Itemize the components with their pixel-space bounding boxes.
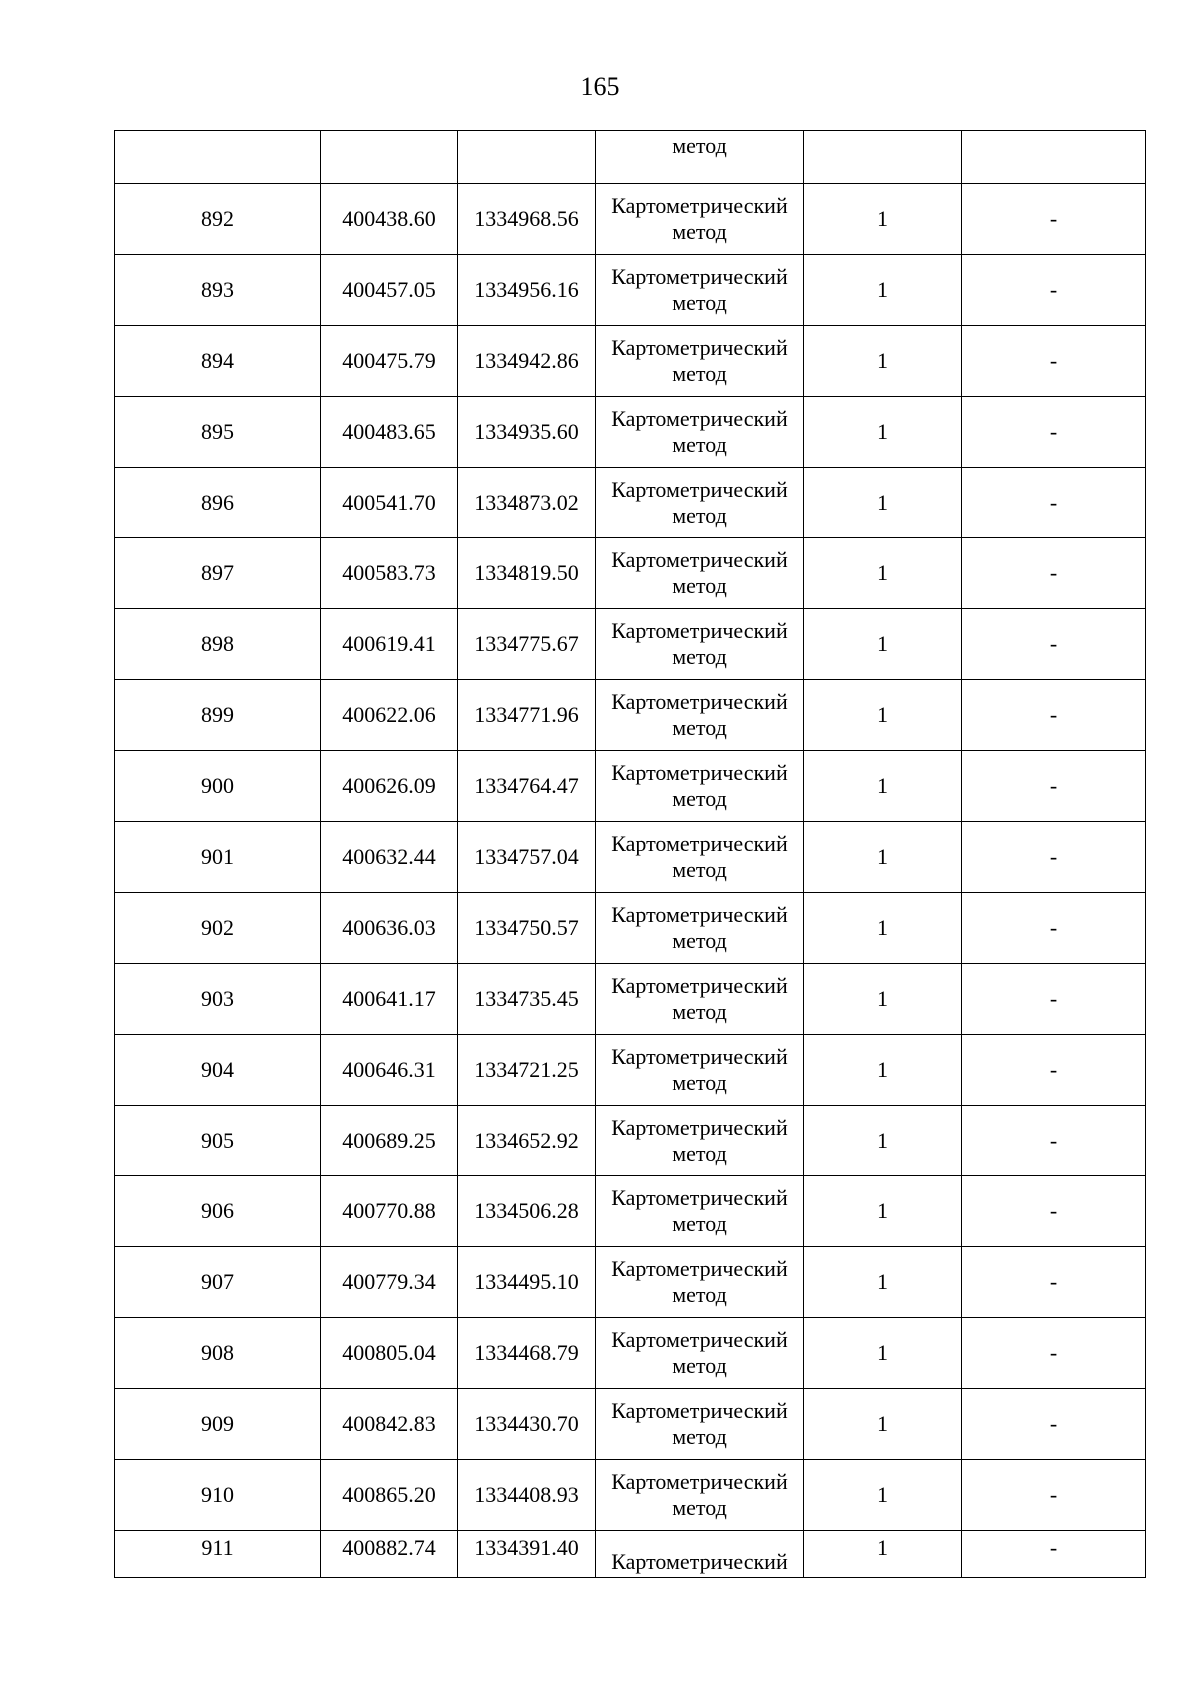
table-row: [115, 396, 1146, 467]
cell-method: [596, 1460, 804, 1531]
table-row: [115, 822, 1146, 893]
method-line-2: метод: [672, 1424, 727, 1450]
cell-method: [596, 184, 804, 255]
cell-accuracy: [804, 131, 962, 184]
method-line-1: Картометрический: [611, 618, 788, 644]
cell-y: 1334764.47: [458, 751, 596, 822]
method-line-1: Картометрический: [611, 1468, 788, 1494]
method-line-2: метод: [672, 1282, 727, 1308]
cell-y: 1334430.70: [458, 1389, 596, 1460]
cell-method: [596, 963, 804, 1034]
method-line-1: Картометрический: [611, 1548, 788, 1574]
cell-point: 901: [115, 822, 321, 893]
table-row: [115, 1318, 1146, 1389]
method-line-1: Картометрический: [611, 1327, 788, 1353]
cell-y: 1334968.56: [458, 184, 596, 255]
cell-point: 896: [115, 467, 321, 538]
cell-accuracy: 1: [804, 963, 962, 1034]
cell-x: 400457.05: [321, 254, 458, 325]
method-line-2: метод: [672, 856, 727, 882]
cell-x: 400865.20: [321, 1460, 458, 1531]
cell-method: [596, 538, 804, 609]
cell-y: 1334735.45: [458, 963, 596, 1034]
method-line-1: Картометрический: [611, 1114, 788, 1140]
cell-y: 1334495.10: [458, 1247, 596, 1318]
cell-note: -: [962, 1247, 1146, 1318]
table-row: [115, 680, 1146, 751]
cell-x: 400842.83: [321, 1389, 458, 1460]
cell-note: -: [962, 1460, 1146, 1531]
cell-method: [596, 822, 804, 893]
cell-x: 400646.31: [321, 1034, 458, 1105]
cell-x: 400882.74: [321, 1530, 458, 1577]
table-row: [115, 184, 1146, 255]
cell-accuracy: 1: [804, 1389, 962, 1460]
table-row: [115, 538, 1146, 609]
cell-note: -: [962, 822, 1146, 893]
coordinates-table: [114, 130, 1146, 1578]
cell-x: 400438.60: [321, 184, 458, 255]
method-line-2: метод: [672, 998, 727, 1024]
cell-x: 400622.06: [321, 680, 458, 751]
cell-point: 908: [115, 1318, 321, 1389]
table-row: [115, 1176, 1146, 1247]
cell-point: 897: [115, 538, 321, 609]
cell-accuracy: 1: [804, 680, 962, 751]
cell-x: 400583.73: [321, 538, 458, 609]
cell-y: 1334408.93: [458, 1460, 596, 1531]
cell-accuracy: 1: [804, 609, 962, 680]
cell-accuracy: 1: [804, 1460, 962, 1531]
page-number: 165: [580, 72, 620, 101]
method-line-1: Картометрический: [611, 830, 788, 856]
method-line-1: Картометрический: [611, 1043, 788, 1069]
table-row: [115, 963, 1146, 1034]
cell-x: 400689.25: [321, 1105, 458, 1176]
cell-note: -: [962, 254, 1146, 325]
cell-note: -: [962, 1176, 1146, 1247]
cell-point: 893: [115, 254, 321, 325]
cell-note: -: [962, 609, 1146, 680]
cell-x: 400626.09: [321, 751, 458, 822]
cell-method: метод: [596, 131, 804, 184]
cell-x: 400779.34: [321, 1247, 458, 1318]
cell-note: -: [962, 1105, 1146, 1176]
cell-point: 898: [115, 609, 321, 680]
cell-point: 909: [115, 1389, 321, 1460]
table-row: [115, 254, 1146, 325]
method-line-2: метод: [672, 644, 727, 670]
method-line-2: метод: [672, 1069, 727, 1095]
cell-method: [596, 1530, 804, 1577]
cell-point: 892: [115, 184, 321, 255]
cell-y: 1334771.96: [458, 680, 596, 751]
cell-point: [115, 131, 321, 184]
cell-accuracy: 1: [804, 1530, 962, 1577]
method-line-2: метод: [672, 1494, 727, 1520]
table-row: [115, 1105, 1146, 1176]
cell-note: -: [962, 1034, 1146, 1105]
method-line-2: метод: [672, 1140, 727, 1166]
cell-x: 400619.41: [321, 609, 458, 680]
cell-y: 1334873.02: [458, 467, 596, 538]
cell-point: 910: [115, 1460, 321, 1531]
cell-note: -: [962, 396, 1146, 467]
cell-method: [596, 1247, 804, 1318]
cell-note: -: [962, 1318, 1146, 1389]
table-row: [115, 751, 1146, 822]
cell-y: 1334757.04: [458, 822, 596, 893]
cell-point: 902: [115, 892, 321, 963]
cell-method: [596, 609, 804, 680]
method-line-2: метод: [672, 927, 727, 953]
cell-note: -: [962, 963, 1146, 1034]
cell-note: -: [962, 325, 1146, 396]
cell-y: 1334750.57: [458, 892, 596, 963]
cell-y: 1334506.28: [458, 1176, 596, 1247]
cell-y: 1334652.92: [458, 1105, 596, 1176]
cell-accuracy: 1: [804, 396, 962, 467]
cell-point: 911: [115, 1530, 321, 1577]
method-line-1: Картометрический: [611, 1185, 788, 1211]
cell-note: [962, 131, 1146, 184]
cell-accuracy: 1: [804, 822, 962, 893]
cell-point: 906: [115, 1176, 321, 1247]
method-line-1: Картометрический: [611, 192, 788, 218]
table-body: [115, 131, 1146, 1578]
cell-point: 899: [115, 680, 321, 751]
cell-point: 894: [115, 325, 321, 396]
cell-y: 1334942.86: [458, 325, 596, 396]
cell-y: 1334935.60: [458, 396, 596, 467]
cell-y: 1334721.25: [458, 1034, 596, 1105]
cell-accuracy: 1: [804, 325, 962, 396]
method-line-1: Картометрический: [611, 476, 788, 502]
cell-method: [596, 1105, 804, 1176]
method-line-2: метод: [672, 786, 727, 812]
method-line-1: Картометрический: [611, 760, 788, 786]
cell-note: -: [962, 467, 1146, 538]
table-row: [115, 1247, 1146, 1318]
cell-note: -: [962, 892, 1146, 963]
cell-x: 400641.17: [321, 963, 458, 1034]
cell-method: [596, 467, 804, 538]
table-row: [115, 1460, 1146, 1531]
method-line-1: Картометрический: [611, 263, 788, 289]
cell-x: 400632.44: [321, 822, 458, 893]
cell-method: [596, 325, 804, 396]
cell-method: [596, 892, 804, 963]
cell-point: 903: [115, 963, 321, 1034]
cell-method: [596, 751, 804, 822]
method-line-1: Картометрический: [611, 405, 788, 431]
cell-method: [596, 1389, 804, 1460]
method-line-1: Картометрический: [611, 689, 788, 715]
cell-note: -: [962, 1389, 1146, 1460]
cell-x: 400483.65: [321, 396, 458, 467]
cell-point: 895: [115, 396, 321, 467]
cell-accuracy: 1: [804, 1176, 962, 1247]
cell-accuracy: 1: [804, 1247, 962, 1318]
table-row: [115, 609, 1146, 680]
cell-method: [596, 254, 804, 325]
cell-x: 400770.88: [321, 1176, 458, 1247]
cell-method: [596, 1176, 804, 1247]
method-line-2: метод: [672, 1211, 727, 1237]
cell-accuracy: 1: [804, 467, 962, 538]
cell-method: [596, 680, 804, 751]
cell-x: [321, 131, 458, 184]
cell-note: -: [962, 680, 1146, 751]
cell-note: -: [962, 1530, 1146, 1577]
method-line-2: метод: [672, 502, 727, 528]
table-row: [115, 325, 1146, 396]
cell-y: 1334775.67: [458, 609, 596, 680]
cell-x: 400805.04: [321, 1318, 458, 1389]
cell-note: -: [962, 751, 1146, 822]
method-line-2: метод: [672, 289, 727, 315]
cell-accuracy: 1: [804, 184, 962, 255]
method-line-2: метод: [672, 360, 727, 386]
table-row: [115, 467, 1146, 538]
method-line-1: Картометрический: [611, 972, 788, 998]
cell-point: 905: [115, 1105, 321, 1176]
cell-y: 1334391.40: [458, 1530, 596, 1577]
cell-y: 1334468.79: [458, 1318, 596, 1389]
cell-note: -: [962, 184, 1146, 255]
method-line-1: Картометрический: [611, 1256, 788, 1282]
table-row-last: [115, 1530, 1146, 1577]
cell-accuracy: 1: [804, 751, 962, 822]
cell-point: 900: [115, 751, 321, 822]
cell-point: 907: [115, 1247, 321, 1318]
cell-note: -: [962, 538, 1146, 609]
method-line-2: метод: [672, 431, 727, 457]
method-line-2: метод: [672, 218, 727, 244]
table-row: [115, 1389, 1146, 1460]
cell-method: [596, 1318, 804, 1389]
cell-method: [596, 1034, 804, 1105]
cell-accuracy: 1: [804, 538, 962, 609]
method-line-1: Картометрический: [611, 1398, 788, 1424]
cell-accuracy: 1: [804, 1318, 962, 1389]
continuation-row: [115, 131, 1146, 184]
method-line-2: метод: [672, 715, 727, 741]
cell-method: [596, 396, 804, 467]
table-row: [115, 1034, 1146, 1105]
cell-x: 400636.03: [321, 892, 458, 963]
method-line-2: метод: [672, 573, 727, 599]
cell-y: [458, 131, 596, 184]
method-line-1: Картометрический: [611, 901, 788, 927]
cell-y: 1334956.16: [458, 254, 596, 325]
cell-y: 1334819.50: [458, 538, 596, 609]
cell-accuracy: 1: [804, 1034, 962, 1105]
cell-x: 400475.79: [321, 325, 458, 396]
cell-accuracy: 1: [804, 254, 962, 325]
table-row: [115, 892, 1146, 963]
cell-accuracy: 1: [804, 1105, 962, 1176]
cell-x: 400541.70: [321, 467, 458, 538]
method-line-1: Картометрический: [611, 547, 788, 573]
method-line-2: метод: [672, 1353, 727, 1379]
method-line-1: Картометрический: [611, 334, 788, 360]
cell-accuracy: 1: [804, 892, 962, 963]
cell-point: 904: [115, 1034, 321, 1105]
